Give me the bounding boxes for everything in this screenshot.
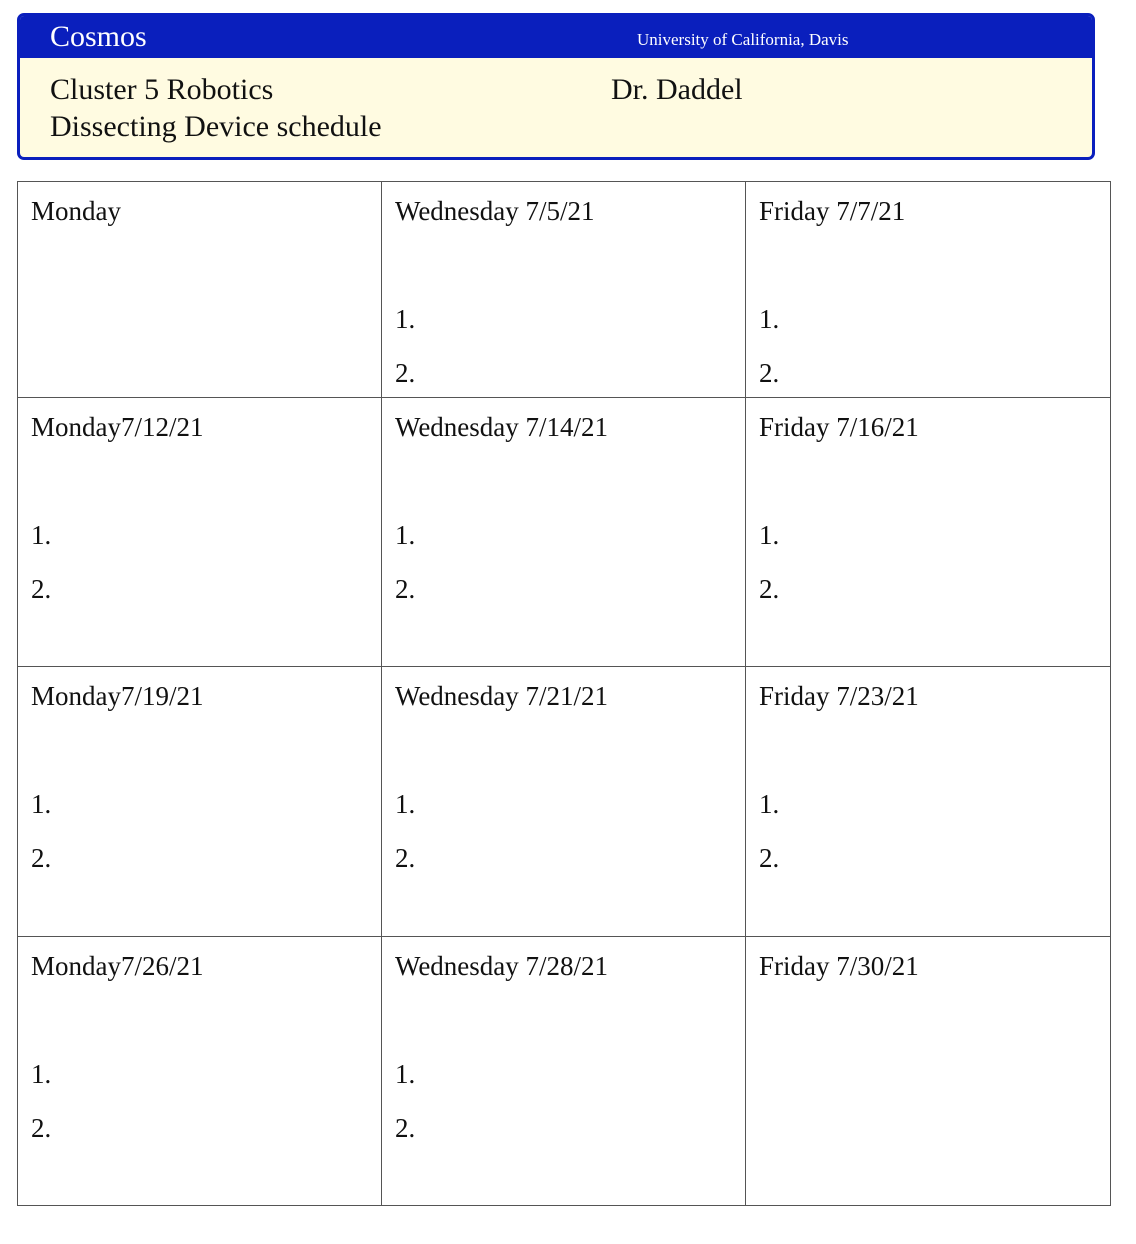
schedule-row: [18, 398, 1111, 667]
list-item: 2.: [395, 843, 416, 873]
day-label: Monday7/26/21: [31, 951, 204, 981]
day-label: Monday7/19/21: [31, 681, 204, 711]
schedule-table: [17, 181, 1111, 1206]
list-item: 1.: [31, 1059, 52, 1089]
day-label: Monday: [31, 196, 121, 226]
day-label: Monday7/12/21: [31, 412, 204, 442]
day-label: Wednesday 7/28/21: [395, 951, 609, 981]
item-list: [395, 518, 415, 626]
list-item: 1.: [395, 1059, 416, 1089]
list-item: 2.: [395, 574, 416, 604]
item-list: [395, 302, 415, 410]
list-item: 2.: [759, 843, 780, 873]
day-label: Wednesday 7/21/21: [395, 681, 609, 711]
institution-name: University of California, Davis: [637, 30, 849, 49]
schedule-cell: [382, 398, 746, 667]
item-list: [31, 787, 51, 895]
list-item: 2.: [759, 574, 780, 604]
item-list: [759, 302, 779, 410]
schedule-cell: [382, 667, 746, 937]
schedule-body: [18, 182, 1111, 1206]
schedule-cell: [18, 182, 382, 398]
day-label: Wednesday 7/5/21: [395, 196, 595, 226]
schedule-cell: [382, 937, 746, 1206]
list-item: 2.: [31, 574, 52, 604]
item-list: [395, 787, 415, 895]
day-label: Wednesday 7/14/21: [395, 412, 609, 442]
item-list: [759, 787, 779, 895]
list-item: 1.: [759, 789, 780, 819]
list-item: 1.: [759, 520, 780, 550]
schedule-row: [18, 182, 1111, 398]
list-item: 1.: [759, 304, 780, 334]
schedule-cell: [746, 182, 1111, 398]
item-list: [395, 1057, 415, 1165]
list-item: 1.: [31, 520, 52, 550]
list-item: 2.: [395, 358, 416, 388]
schedule-cell: [746, 398, 1111, 667]
header-box: [17, 13, 1095, 160]
header-bar: [20, 16, 1092, 58]
list-item: 2.: [759, 358, 780, 388]
list-item: 1.: [395, 304, 416, 334]
header-title: Cosmos: [50, 20, 147, 53]
list-item: 1.: [31, 789, 52, 819]
schedule-cell: [18, 398, 382, 667]
list-item: 2.: [31, 843, 52, 873]
schedule-subtitle: Dissecting Device schedule: [50, 110, 382, 143]
day-label: Friday 7/16/21: [759, 412, 919, 442]
list-item: 1.: [395, 789, 416, 819]
day-label: Friday 7/7/21: [759, 196, 906, 226]
schedule-cell: [18, 667, 382, 937]
item-list: [31, 1057, 51, 1165]
schedule-row: [18, 937, 1111, 1206]
day-label: Friday 7/23/21: [759, 681, 919, 711]
list-item: 1.: [395, 520, 416, 550]
list-item: 2.: [31, 1113, 52, 1143]
schedule-cell: [746, 937, 1111, 1206]
item-list: [759, 518, 779, 626]
instructor-name: Dr. Daddel: [611, 73, 743, 106]
course-name: Cluster 5 Robotics: [50, 73, 274, 106]
schedule-cell: [382, 182, 746, 398]
schedule-cell: [18, 937, 382, 1206]
schedule-cell: [746, 667, 1111, 937]
item-list: [31, 518, 51, 626]
schedule-row: [18, 667, 1111, 937]
day-label: Friday 7/30/21: [759, 951, 919, 981]
header-body: [50, 71, 382, 145]
list-item: 2.: [395, 1113, 416, 1143]
